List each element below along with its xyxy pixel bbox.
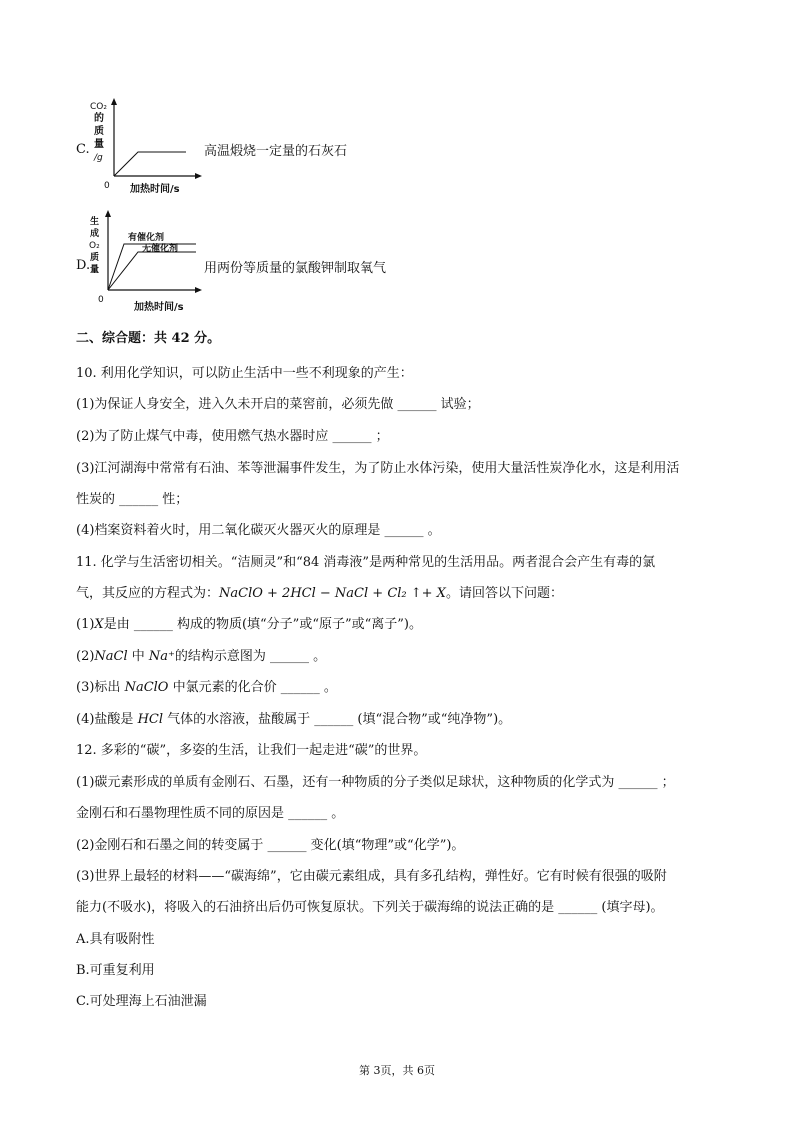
q11-p2-var1: NaCl [94,649,128,664]
option-c-xlabel: 加热时间/s [130,184,180,195]
q12-part1a: (1)碳元素形成的单质有金刚石、石墨，还有一种物质的分子类似足球状，这种物质的化学式为 ______ ； [76,775,675,790]
q11-part4 [76,711,511,729]
q12-part2: (2)金刚石和石墨之间的转变属于 ______ 变化(填“物理”或“化学”)。 [76,838,465,853]
q11-p1-prefix: (1) [76,617,95,632]
option-c-ylabel-4: /g [94,153,103,163]
q11-p2-suffix: 的结构示意图为 ______ 。 [174,649,327,664]
q11-stem-b-prefix: 气，其反应的方程式为： [76,586,220,601]
q12-part3b: 能力(不吸水)，将吸入的石油挤出后仍可恢复原状。下列关于碳海绵的说法正确的是 ______ (填字母)。 [76,900,664,915]
option-c-ylabel-0: CO₂ [90,102,107,112]
q11-p1-var: X [94,617,104,632]
section-title: 二、综合题：共 42 分。 [76,331,221,346]
option-d-curve2-label: 无催化剂 [142,244,179,254]
q11-equation: NaClO + 2HCl − NaCl + Cl₂ ↑+ X [219,586,446,601]
option-d-graph [86,210,206,314]
q11-p2-var2: Na⁺ [148,649,175,664]
q10-part1: (1)为保证人身安全，进入久未开启的菜窖前，必须先做 ______ 试验； [76,397,480,412]
q11-p1-suffix: 是由 ______ 构成的物质(填“分子”或“原子”或“离子”)。 [103,617,422,632]
q11-part1 [76,616,422,634]
option-d-xlabel: 加热时间/s [134,302,184,313]
q12-option-a: A.具有吸附性 [76,932,155,947]
q10-stem: 10. 利用化学知识，可以防止生活中一些不利现象的产生： [76,366,413,381]
q11-stem-a: 11. 化学与生活密切相关。“洁厕灵”和“84 消毒液”是两种常见的生活用品。两者混合会产生有毒的氯 [76,555,656,570]
option-d-ylabel-3: 质 [90,253,100,263]
q10-part4: (4)档案资料着火时，用二氧化碳灭火器灭火的原理是 ______ 。 [76,523,441,538]
q12-option-b: B.可重复利用 [76,963,155,978]
option-c-ylabel-1: 的 [94,113,104,124]
q11-p3-suffix: 中氯元素的化合价 ______ 。 [168,680,337,695]
q12-stem: 12. 多彩的“碳”，多姿的生活，让我们一起走进“碳”的世界。 [76,743,427,758]
q11-p4-suffix: 气体的水溶液，盐酸属于 ______ (填“混合物”或“纯净物”)。 [163,712,512,727]
q12-part3a: (3)世界上最轻的材料——“碳海绵”，它由碳元素组成，具有多孔结构，弹性好。它有时候有很强的吸附 [76,869,667,884]
q11-part3 [76,679,337,697]
option-d-ylabel-2: O₂ [89,241,100,251]
option-d-ylabel-0: 生 [90,217,100,227]
q11-p3-prefix: (3)标出 [76,680,125,695]
q11-p2-prefix: (2) [76,649,95,664]
option-d-curve-no-catalyst [108,252,196,290]
option-c-ylabel-3: 量 [94,139,104,150]
q12-option-c: C.可处理海上石油泄漏 [76,994,207,1009]
option-c-label: C. [76,142,90,157]
q11-stem-b-suffix: 。请回答以下问题： [445,586,563,601]
option-c-desc: 高温煅烧一定量的石灰石 [204,144,348,159]
page-footer: 第 3页，共 6页 [359,1064,435,1077]
option-d-label: D. [76,258,91,273]
q11-p2-mid: 中 [127,649,149,664]
option-c-ylabel-2: 质 [94,126,104,137]
option-c-graph [86,96,206,196]
q11-p3-var: NaClO [124,680,169,695]
q10-part3a: (3)江河湖海中常常有石油、苯等泄漏事件发生，为了防止水体污染，使用大量活性炭净化水，这是利用活 [76,461,680,476]
q12-part1b: 金刚石和石墨物理性质不同的原因是 ______ 。 [76,806,345,821]
q11-p4-var: HCl [137,712,164,727]
option-d-desc: 用两份等质量的氯酸钾制取氧气 [204,261,387,276]
q11-p4-prefix: (4)盐酸是 [76,712,138,727]
q10-part2: (2)为了防止煤气中毒，使用燃气热水器时应 ______ ； [76,429,389,444]
q10-part3b: 性炭的 ______ 性； [76,492,189,507]
option-d-origin: 0 [98,295,104,305]
option-c-curve [114,152,186,176]
q11-stem-b [76,585,563,603]
q11-part2 [76,648,326,666]
option-d-curve1-label: 有催化剂 [128,233,165,243]
option-c-origin: 0 [104,181,110,191]
option-d-ylabel-1: 成 [90,229,100,239]
option-d-ylabel-4: 量 [90,265,100,275]
